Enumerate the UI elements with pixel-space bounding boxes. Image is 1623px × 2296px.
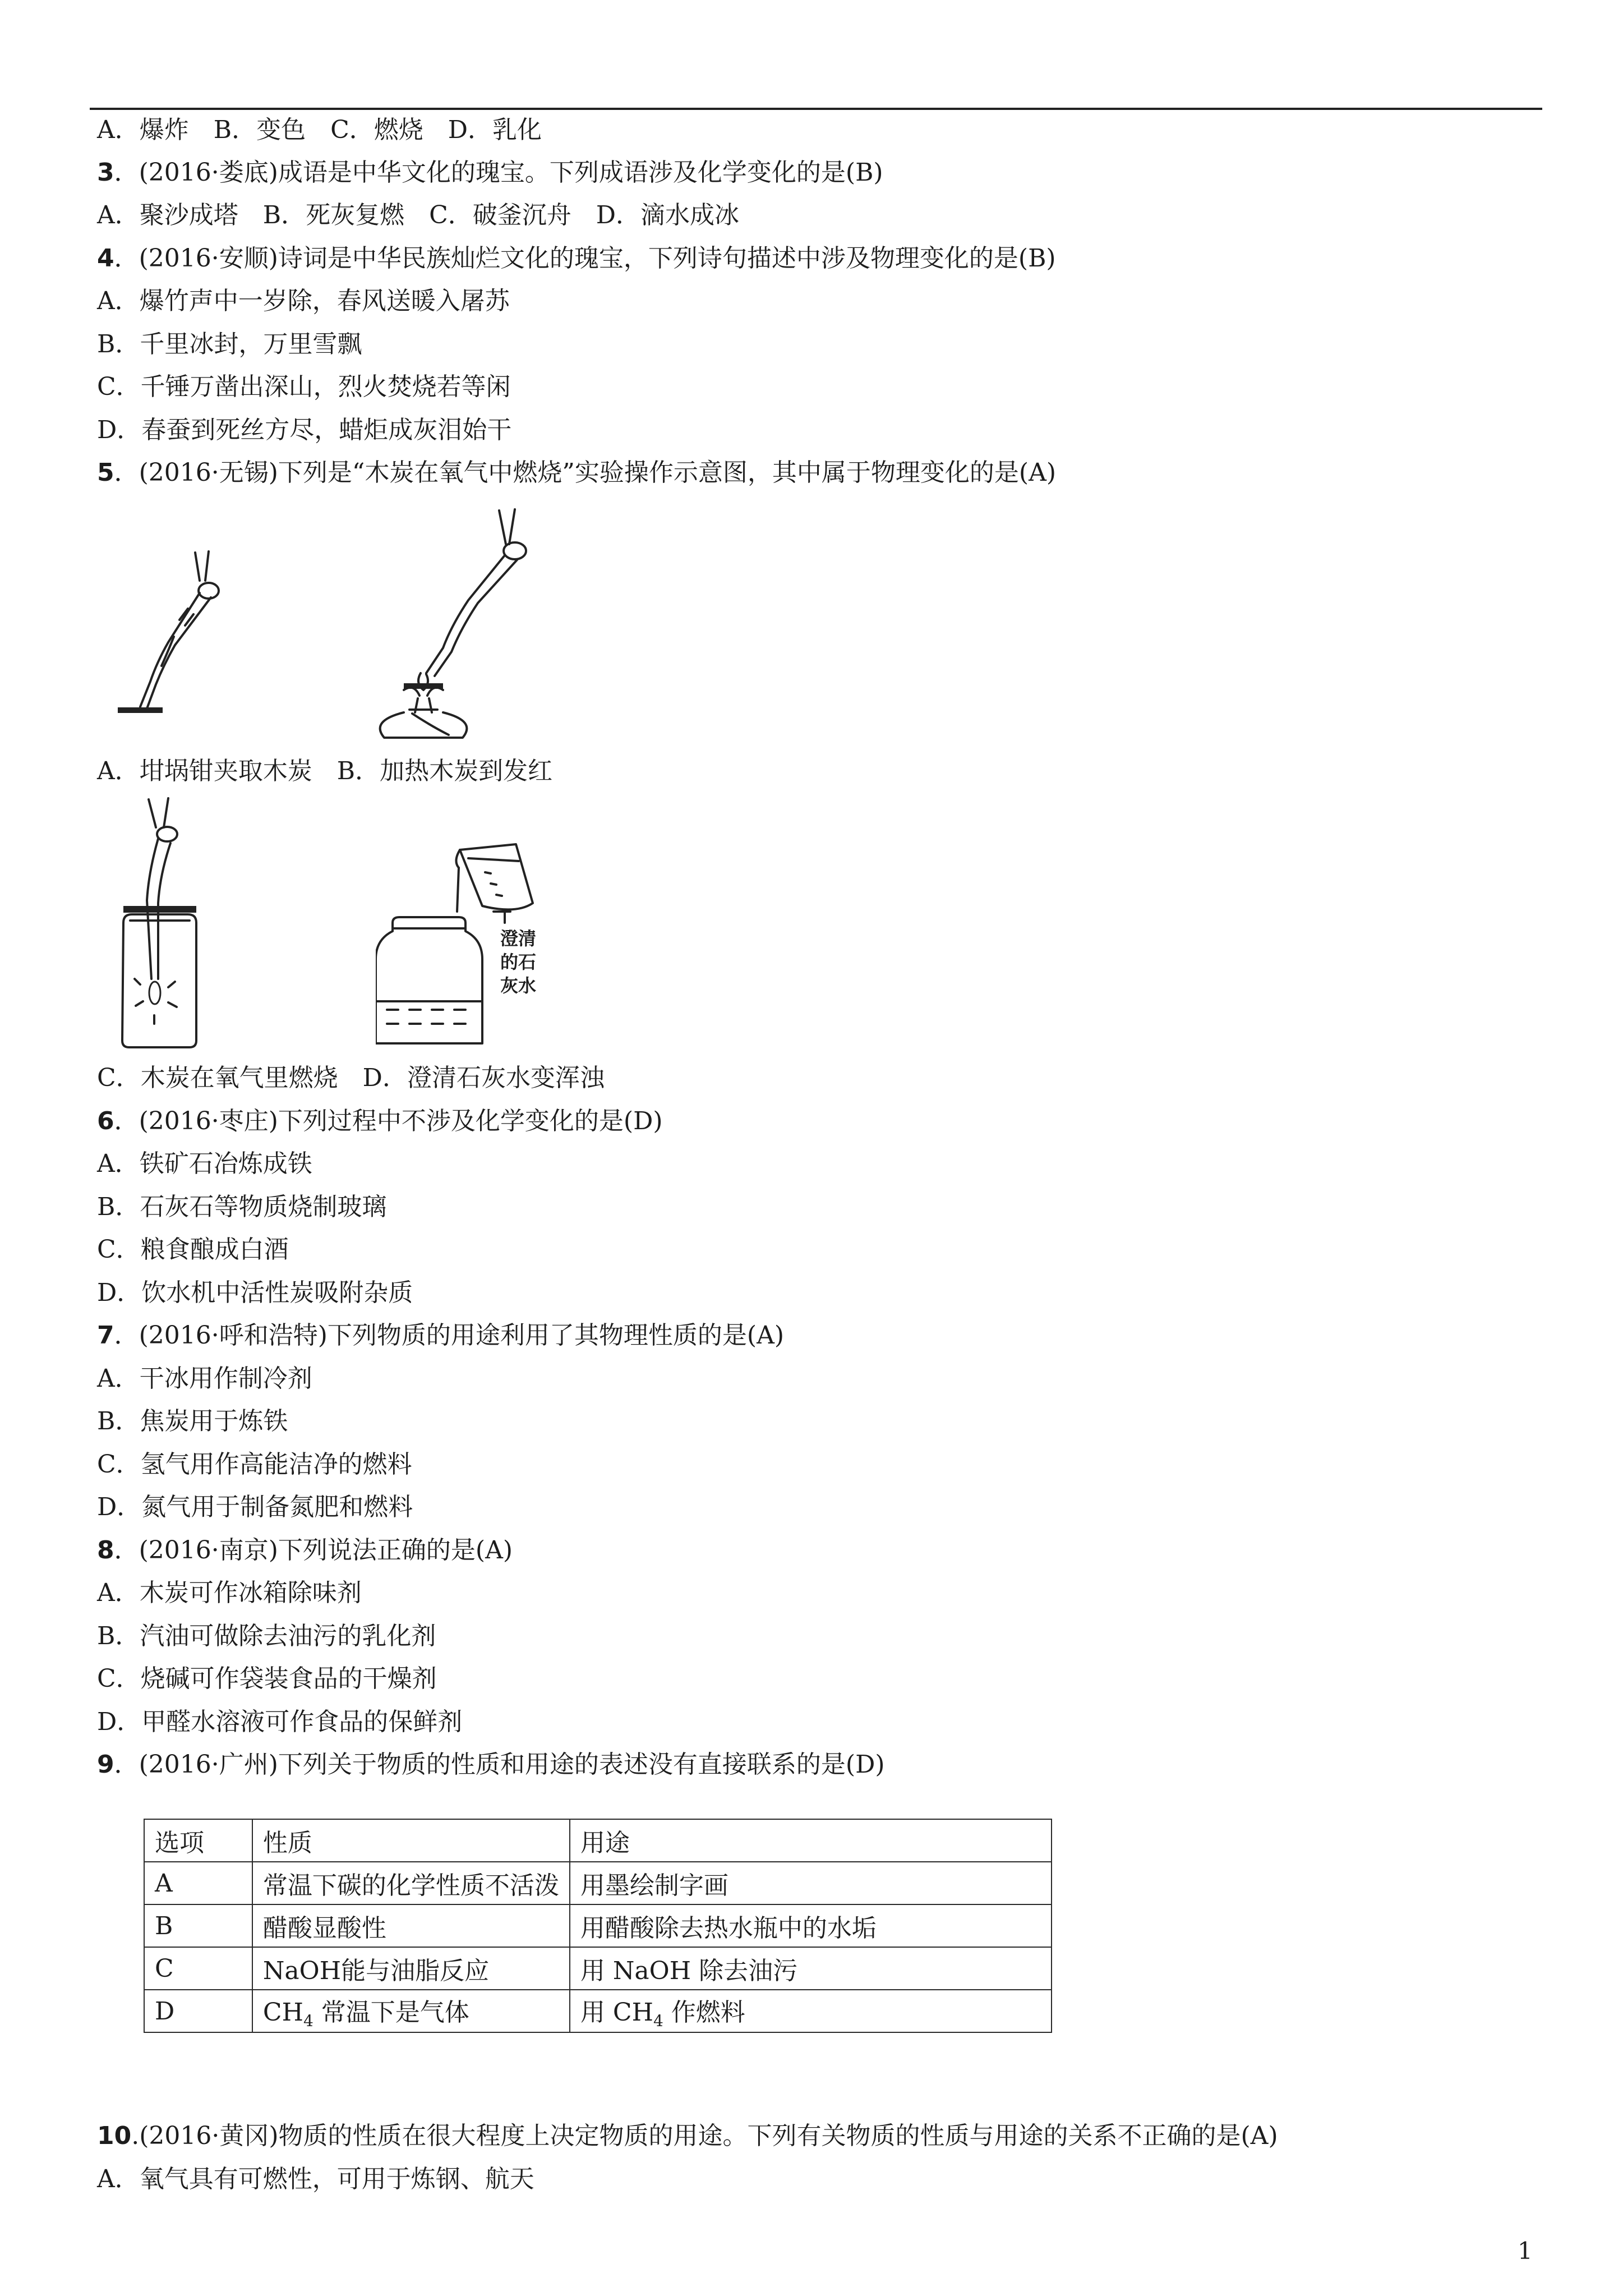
formula-ch4: CH (262, 1998, 303, 2027)
question-3 (97, 156, 883, 190)
figure-c-burning-jar (95, 794, 230, 1052)
question-text: ．(2016·呼和浩特)下列物质的用途利用了其物理性质的是(A) (114, 1321, 785, 1350)
question-9 (97, 1748, 885, 1782)
q6-option-d: D．饮水机中活性炭吸附杂质 (97, 1278, 413, 1307)
label-line: 澄清 (500, 928, 537, 949)
question-text: ．(2016·娄底)成语是中华文化的瑰宝。下列成语涉及化学变化的是(B) (114, 158, 883, 187)
q7-option-b: B．焦炭用于炼铁 (97, 1407, 288, 1435)
q5-options-ab: A．坩埚钳夹取木炭 B．加热木炭到发红 (97, 757, 553, 785)
table-cell: 常温下碳的化学性质不活泼 (252, 1862, 570, 1904)
table-row (144, 1947, 1052, 1990)
question-number: 3 (97, 158, 114, 187)
table-cell: C (144, 1947, 252, 1990)
question-number: 8 (97, 1536, 114, 1565)
q6-option-a: A．铁矿石冶炼成铁 (97, 1149, 312, 1178)
question-text: ．(2016·枣庄)下列过程中不涉及化学变化的是(D) (114, 1107, 663, 1135)
table-cell: A (144, 1862, 252, 1904)
q3-options: A．聚沙成塔 B．死灰复燃 C．破釜沉舟 D．滴水成冰 (97, 201, 740, 229)
q10-option-a: A．氧气具有可燃性，可用于炼钢、航天 (97, 2165, 534, 2193)
table-cell: NaOH能与油脂反应 (252, 1947, 570, 1990)
label-line: 灰水 (500, 975, 537, 996)
figure-d-limewater (376, 839, 589, 1052)
limewater-label (500, 927, 536, 997)
table-row (144, 1862, 1052, 1904)
cell-text: 常温下是气体 (313, 1998, 469, 2027)
table-cell (570, 1990, 1052, 2032)
table-cell (252, 1990, 570, 2032)
subscript: 4 (653, 2011, 663, 2030)
question-number: 4 (97, 244, 114, 273)
subscript: 4 (303, 2011, 313, 2030)
figure-b-alcohol-lamp (359, 505, 566, 740)
label-line: 的石 (500, 951, 537, 973)
table-header-row (144, 1819, 1052, 1862)
table-cell: D (144, 1990, 252, 2032)
table-cell: 用墨绘制字画 (570, 1862, 1052, 1904)
header-rule (90, 108, 1542, 110)
question-8 (97, 1534, 513, 1567)
question-number: 6 (97, 1107, 114, 1135)
table-row (144, 1990, 1052, 2032)
table-cell: 用 NaOH 除去油污 (570, 1947, 1052, 1990)
cell-text: 作燃料 (663, 1998, 745, 2027)
question-number: 10 (97, 2122, 132, 2150)
table-cell: 用醋酸除去热水瓶中的水垢 (570, 1904, 1052, 1947)
q8-option-d: D．甲醛水溶液可作食品的保鲜剂 (97, 1708, 463, 1736)
q4-option-d: D．春蚕到死丝方尽，蜡炬成灰泪始干 (97, 416, 512, 444)
q4-option-a: A．爆竹声中一岁除，春风送暖入屠苏 (97, 287, 510, 315)
q7-option-a: A．干冰用作制冷剂 (97, 1364, 312, 1393)
question-text: .(2016·黄冈)物质的性质在很大程度上决定物质的用途。下列有关物质的性质与用途的关系不正确的是(A) (131, 2122, 1278, 2150)
q8-option-b: B．汽油可做除去油污的乳化剂 (97, 1622, 436, 1650)
q5-options-cd: C．木炭在氧气里燃烧 D．澄清石灰水变浑浊 (97, 1064, 605, 1092)
table-header: 选项 (144, 1819, 252, 1862)
question-10 (97, 2119, 1278, 2153)
question-6 (97, 1105, 663, 1138)
properties-table (144, 1819, 1052, 2033)
q7-option-d: D．氮气用于制备氮肥和燃料 (97, 1493, 413, 1521)
table-cell: 醋酸显酸性 (252, 1904, 570, 1947)
formula-ch4: 用 CH (580, 1998, 653, 2027)
q6-option-c: C．粮食酿成白酒 (97, 1235, 289, 1264)
figure-a-tongs (95, 541, 241, 721)
q2-options: A．爆炸 B．变色 C．燃烧 D．乳化 (97, 116, 542, 144)
table-cell: B (144, 1904, 252, 1947)
question-text: ．(2016·南京)下列说法正确的是(A) (114, 1536, 513, 1565)
q8-option-a: A．木炭可作冰箱除味剂 (97, 1579, 362, 1607)
question-5 (97, 456, 1056, 490)
question-number: 7 (97, 1321, 114, 1350)
q4-option-b: B．千里冰封，万里雪飘 (97, 330, 362, 358)
question-text: ．(2016·安顺)诗词是中华民族灿烂文化的瑰宝，下列诗句描述中涉及物理变化的是(B) (114, 244, 1056, 273)
q7-option-c: C．氢气用作高能洁净的燃料 (97, 1450, 412, 1479)
table-header: 性质 (252, 1819, 570, 1862)
table-header: 用途 (570, 1819, 1052, 1862)
q4-option-c: C．千锤万凿出深山，烈火焚烧若等闲 (97, 372, 511, 401)
question-text: ．(2016·无锡)下列是“木炭在氧气中燃烧”实验操作示意图，其中属于物理变化的是(A) (114, 458, 1057, 487)
q8-option-c: C．烧碱可作袋装食品的干燥剂 (97, 1664, 437, 1693)
table-row (144, 1904, 1052, 1947)
question-7 (97, 1319, 784, 1352)
question-text: ．(2016·广州)下列关于物质的性质和用途的表述没有直接联系的是(D) (114, 1750, 885, 1779)
question-4 (97, 242, 1056, 275)
question-number: 9 (97, 1750, 114, 1779)
page-number: 1 (1518, 2237, 1533, 2265)
q6-option-b: B．石灰石等物质烧制玻璃 (97, 1193, 387, 1221)
question-number: 5 (97, 458, 114, 487)
